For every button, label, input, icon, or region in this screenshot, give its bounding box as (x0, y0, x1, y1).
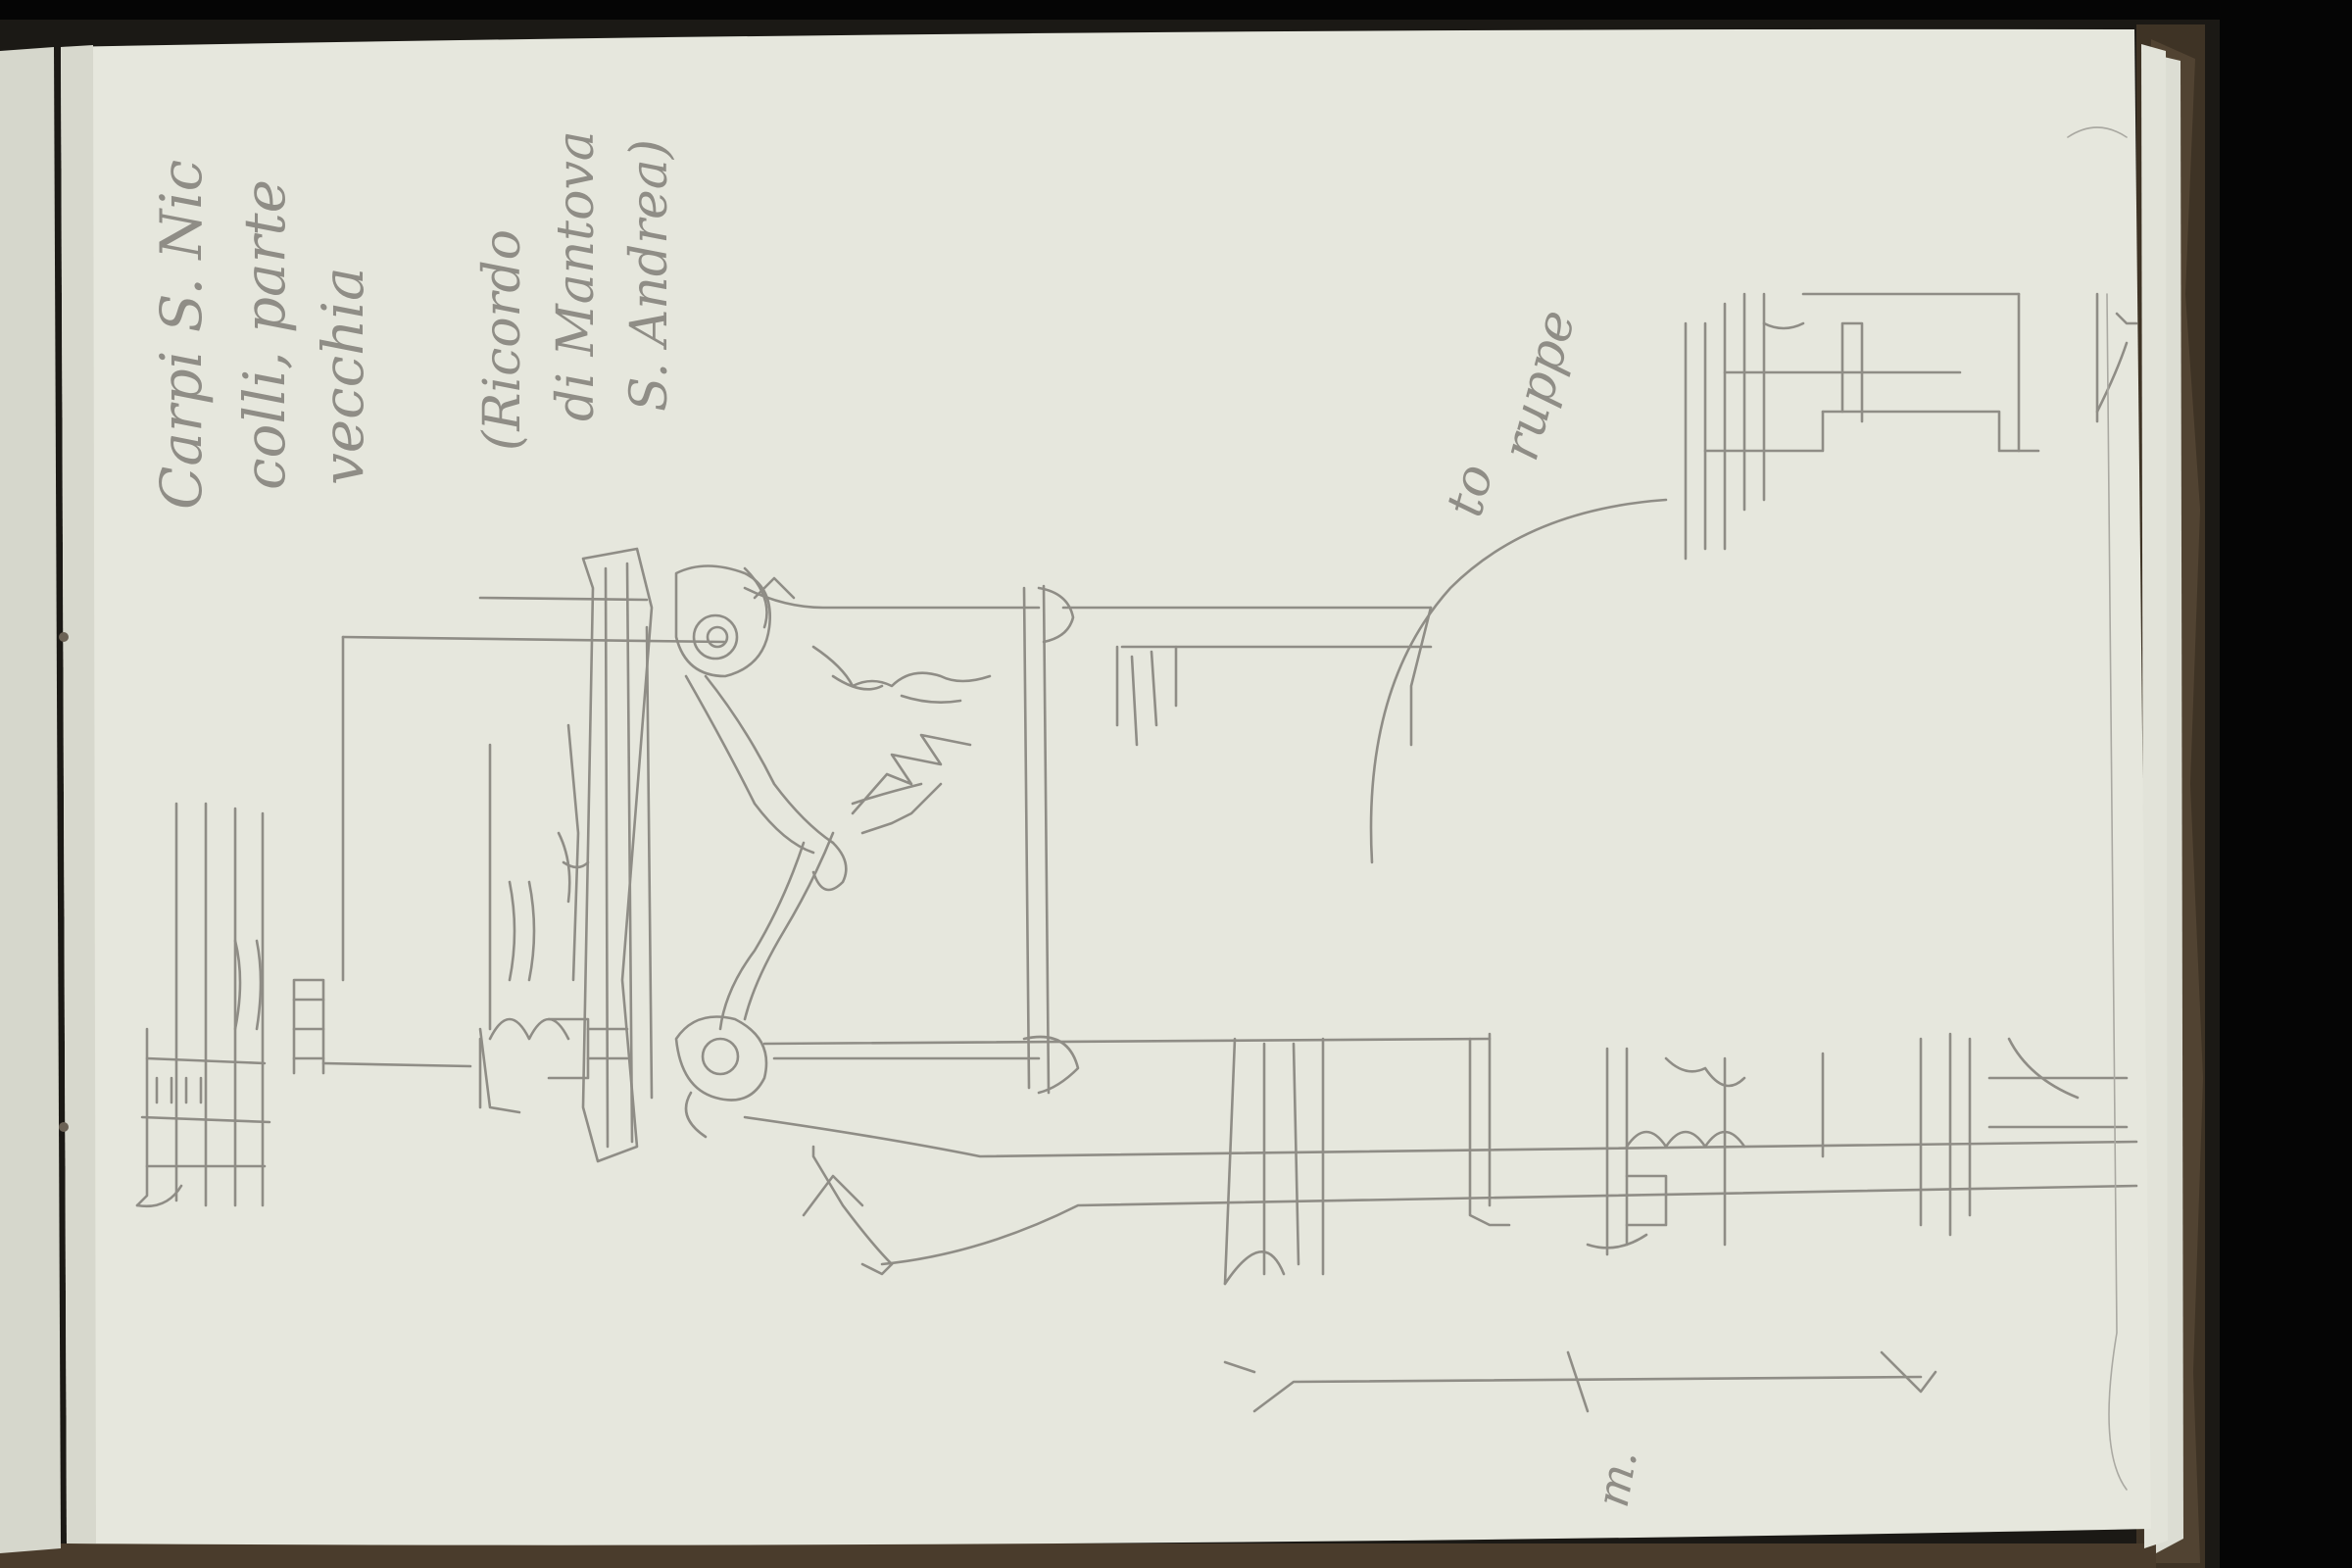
binding-stitch (59, 1122, 69, 1132)
annotation-scale (1586, 1446, 1647, 1511)
binding-stitch (59, 632, 69, 642)
note-2-line-1: (Ricordo (473, 229, 532, 451)
note-2-line-2: di Mantova (547, 130, 606, 421)
sketch-page (61, 29, 2151, 1545)
gutter-shadow (61, 45, 96, 1544)
note-1-line-2: colli, parte (231, 179, 298, 490)
left-page (0, 47, 61, 1553)
arc-label-line-1: to (1435, 458, 1506, 523)
note-1-line-1: Carpi S. Nic (148, 159, 215, 510)
scale-label: m. (1585, 1446, 1647, 1511)
arc-label-line-2: ruppe (1491, 304, 1588, 467)
bottom-cover-edge (0, 1544, 2156, 1568)
note-1-line-3: vecchia (310, 267, 376, 485)
note-2-line-3: S. Andrea) (620, 138, 679, 412)
